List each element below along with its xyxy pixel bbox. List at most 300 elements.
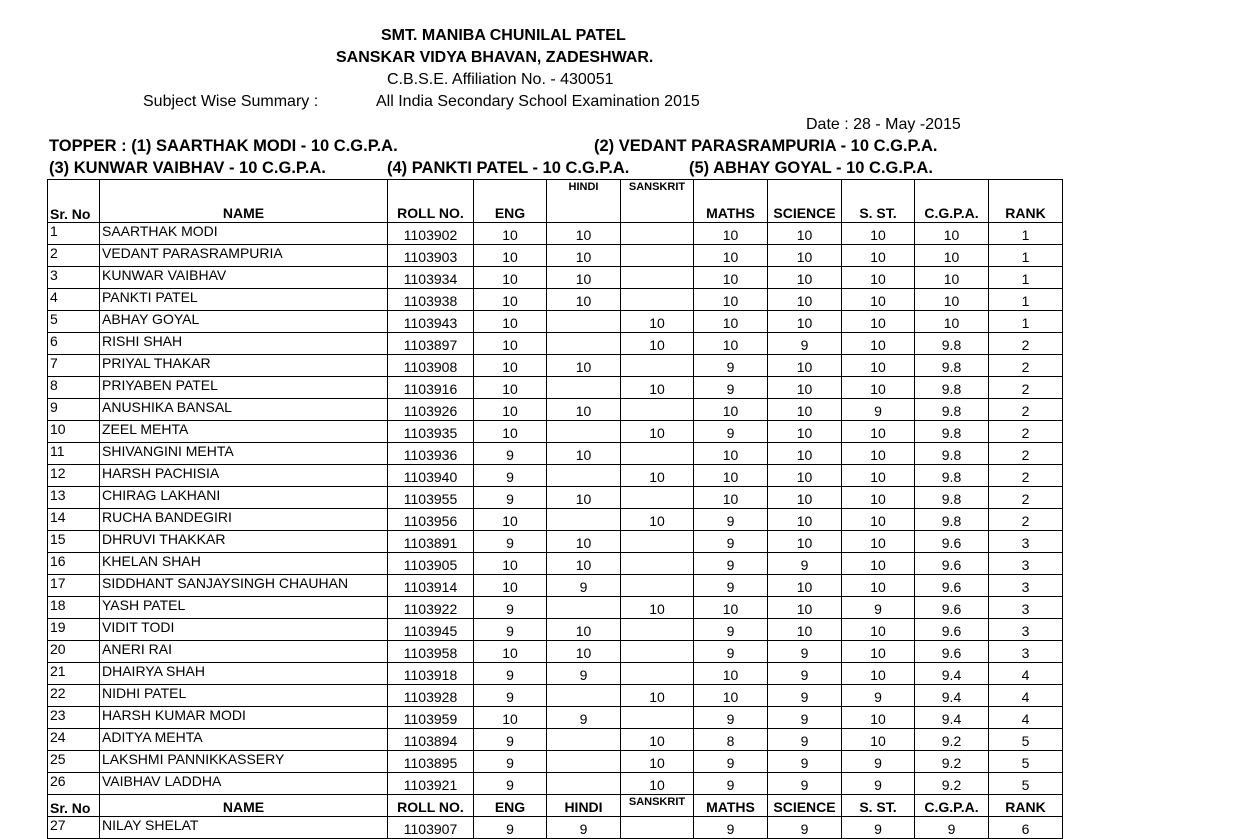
topper-3: (3) KUNWAR VAIBHAV - 10 C.G.P.A. — [49, 159, 326, 177]
cell-maths: 9 — [694, 509, 768, 531]
cell-roll: 1103956 — [388, 509, 474, 531]
cell-hindi: 10 — [547, 641, 621, 663]
cell-cgpa: 9.2 — [915, 751, 989, 773]
cell-sst: 9 — [842, 597, 915, 619]
cell-sr: 21 — [48, 663, 100, 685]
cell-sr: 15 — [48, 531, 100, 553]
header-name: NAME — [100, 795, 388, 817]
cell-hindi — [547, 597, 621, 619]
cell-eng: 9 — [474, 531, 547, 553]
cell-hindi: 9 — [547, 663, 621, 685]
cell-hindi: 10 — [547, 531, 621, 553]
cell-rank: 2 — [989, 465, 1063, 487]
cell-eng: 10 — [474, 311, 547, 333]
cell-maths: 10 — [694, 399, 768, 421]
cell-sr: 19 — [48, 619, 100, 641]
cell-science: 10 — [768, 377, 842, 399]
cell-rank: 1 — [989, 267, 1063, 289]
cell-rank: 2 — [989, 509, 1063, 531]
cell-eng: 10 — [474, 245, 547, 267]
cell-cgpa: 9.6 — [915, 641, 989, 663]
cell-science: 9 — [768, 333, 842, 355]
cell-eng: 9 — [474, 685, 547, 707]
table-row — [48, 267, 1063, 289]
cell-name: KUNWAR VAIBHAV — [100, 267, 388, 289]
cell-cgpa: 9.6 — [915, 575, 989, 597]
cell-maths: 10 — [694, 333, 768, 355]
cell-science: 10 — [768, 575, 842, 597]
header-blank — [100, 180, 388, 202]
cell-rank: 3 — [989, 553, 1063, 575]
cell-rank: 4 — [989, 685, 1063, 707]
cell-sanskrit — [621, 575, 694, 597]
table-row — [48, 685, 1063, 707]
table-row — [48, 465, 1063, 487]
header-name: NAME — [100, 201, 388, 223]
cell-hindi: 10 — [547, 355, 621, 377]
cell-rank: 4 — [989, 707, 1063, 729]
cell-sanskrit — [621, 531, 694, 553]
header-cgpa: C.G.P.A. — [915, 201, 989, 223]
cell-roll: 1103938 — [388, 289, 474, 311]
cell-sst: 9 — [842, 773, 915, 795]
cell-roll: 1103897 — [388, 333, 474, 355]
header-eng: ENG — [474, 201, 547, 223]
cell-hindi — [547, 685, 621, 707]
cell-eng: 10 — [474, 399, 547, 421]
cell-roll: 1103926 — [388, 399, 474, 421]
table-row — [48, 311, 1063, 333]
cell-sanskrit: 10 — [621, 509, 694, 531]
cell-sst: 9 — [842, 685, 915, 707]
cell-science: 10 — [768, 223, 842, 245]
table-row — [48, 487, 1063, 509]
cell-science: 9 — [768, 707, 842, 729]
summary-label: Subject Wise Summary : — [143, 93, 319, 110]
cell-cgpa: 9.2 — [915, 773, 989, 795]
cell-eng: 9 — [474, 465, 547, 487]
cell-sanskrit: 10 — [621, 465, 694, 487]
cell-sanskrit — [621, 817, 694, 839]
cell-eng: 9 — [474, 487, 547, 509]
cell-maths: 10 — [694, 223, 768, 245]
cell-eng: 10 — [474, 641, 547, 663]
cell-sst: 10 — [842, 729, 915, 751]
cell-maths: 9 — [694, 817, 768, 839]
cell-rank: 2 — [989, 487, 1063, 509]
header-eng: ENG — [474, 795, 547, 817]
cell-sr: 6 — [48, 333, 100, 355]
cell-maths: 10 — [694, 443, 768, 465]
cell-hindi — [547, 773, 621, 795]
table-row — [48, 597, 1063, 619]
cell-maths: 9 — [694, 773, 768, 795]
cell-roll: 1103940 — [388, 465, 474, 487]
cell-maths: 10 — [694, 487, 768, 509]
cell-maths: 8 — [694, 729, 768, 751]
cell-sst: 10 — [842, 245, 915, 267]
header-blank — [842, 180, 915, 202]
table-row — [48, 663, 1063, 685]
cell-sr: 11 — [48, 443, 100, 465]
cell-sr: 5 — [48, 311, 100, 333]
cell-science: 9 — [768, 685, 842, 707]
cell-sanskrit — [621, 443, 694, 465]
cell-cgpa: 9.8 — [915, 377, 989, 399]
cell-sr: 16 — [48, 553, 100, 575]
cell-roll: 1103902 — [388, 223, 474, 245]
report-date: Date : 28 - May -2015 — [806, 116, 961, 133]
header-science: SCIENCE — [768, 795, 842, 817]
cell-name: VIDIT TODI — [100, 619, 388, 641]
cell-hindi: 10 — [547, 289, 621, 311]
table-row — [48, 773, 1063, 795]
cell-science: 10 — [768, 465, 842, 487]
cell-eng: 9 — [474, 751, 547, 773]
cell-maths: 10 — [694, 311, 768, 333]
cell-rank: 5 — [989, 773, 1063, 795]
cell-sr: 27 — [48, 817, 100, 839]
cell-maths: 9 — [694, 751, 768, 773]
cell-cgpa: 9.8 — [915, 333, 989, 355]
cell-cgpa: 9.6 — [915, 531, 989, 553]
table-row — [48, 289, 1063, 311]
table-row — [48, 223, 1063, 245]
header-blank — [989, 180, 1063, 202]
cell-sr: 8 — [48, 377, 100, 399]
header-rank: RANK — [989, 795, 1063, 817]
cell-rank: 1 — [989, 311, 1063, 333]
cell-sanskrit — [621, 707, 694, 729]
cell-sanskrit: 10 — [621, 311, 694, 333]
cell-cgpa: 9.6 — [915, 597, 989, 619]
cell-maths: 9 — [694, 707, 768, 729]
cell-roll: 1103914 — [388, 575, 474, 597]
cell-sanskrit — [621, 619, 694, 641]
cell-eng: 10 — [474, 575, 547, 597]
cell-science: 9 — [768, 553, 842, 575]
cell-cgpa: 10 — [915, 289, 989, 311]
cell-sst: 10 — [842, 377, 915, 399]
table-row — [48, 729, 1063, 751]
header-maths: MATHS — [694, 795, 768, 817]
cell-maths: 9 — [694, 619, 768, 641]
cell-roll: 1103922 — [388, 597, 474, 619]
cell-roll: 1103895 — [388, 751, 474, 773]
table-row — [48, 245, 1063, 267]
cell-rank: 3 — [989, 597, 1063, 619]
header-roll-no: ROLL NO. — [388, 201, 474, 223]
cell-sanskrit — [621, 399, 694, 421]
cell-name: DHRUVI THAKKAR — [100, 531, 388, 553]
cell-roll: 1103955 — [388, 487, 474, 509]
cell-eng: 10 — [474, 509, 547, 531]
cell-rank: 2 — [989, 377, 1063, 399]
header-blank — [474, 180, 547, 202]
header-row — [48, 201, 1063, 223]
cell-name: ANERI RAI — [100, 641, 388, 663]
table-row — [48, 355, 1063, 377]
cell-eng: 10 — [474, 289, 547, 311]
cell-rank: 3 — [989, 575, 1063, 597]
header-cgpa: C.G.P.A. — [915, 795, 989, 817]
cell-hindi: 10 — [547, 245, 621, 267]
cell-eng: 9 — [474, 597, 547, 619]
school-name-line2: SANSKAR VIDYA BHAVAN, ZADESHWAR. — [336, 49, 654, 66]
cell-name: LAKSHMI PANNIKKASSERY — [100, 751, 388, 773]
cell-maths: 10 — [694, 685, 768, 707]
cell-rank: 3 — [989, 641, 1063, 663]
cell-cgpa: 10 — [915, 245, 989, 267]
cell-hindi — [547, 751, 621, 773]
cell-sst: 10 — [842, 487, 915, 509]
cell-hindi: 10 — [547, 553, 621, 575]
cell-maths: 9 — [694, 641, 768, 663]
cell-hindi: 10 — [547, 267, 621, 289]
header-sr-no: Sr. No — [48, 201, 100, 223]
table-row — [48, 641, 1063, 663]
header-maths: MATHS — [694, 201, 768, 223]
cell-rank: 6 — [989, 817, 1063, 839]
table-row — [48, 509, 1063, 531]
cell-eng: 10 — [474, 421, 547, 443]
cell-science: 9 — [768, 641, 842, 663]
cell-name: YASH PATEL — [100, 597, 388, 619]
cell-roll: 1103916 — [388, 377, 474, 399]
cell-sanskrit — [621, 245, 694, 267]
cell-sr: 14 — [48, 509, 100, 531]
cell-name: NILAY SHELAT — [100, 817, 388, 839]
cell-sst: 10 — [842, 509, 915, 531]
table-row — [48, 443, 1063, 465]
cell-rank: 2 — [989, 355, 1063, 377]
cell-hindi — [547, 509, 621, 531]
cell-science: 9 — [768, 751, 842, 773]
cell-eng: 10 — [474, 267, 547, 289]
table-row — [48, 707, 1063, 729]
cell-rank: 1 — [989, 289, 1063, 311]
cell-hindi: 9 — [547, 707, 621, 729]
cell-science: 10 — [768, 443, 842, 465]
cell-science: 10 — [768, 487, 842, 509]
header-blank — [768, 180, 842, 202]
header-sanskrit: SANSKRIT — [621, 180, 694, 202]
cell-eng: 10 — [474, 707, 547, 729]
cell-hindi: 10 — [547, 443, 621, 465]
cell-roll: 1103905 — [388, 553, 474, 575]
table-row — [48, 619, 1063, 641]
cell-hindi: 9 — [547, 817, 621, 839]
header-blank — [388, 180, 474, 202]
cell-sanskrit — [621, 641, 694, 663]
cell-rank: 2 — [989, 333, 1063, 355]
cell-roll: 1103894 — [388, 729, 474, 751]
cell-sanskrit — [621, 487, 694, 509]
cell-cgpa: 9.2 — [915, 729, 989, 751]
cell-name: ADITYA MEHTA — [100, 729, 388, 751]
cell-sst: 10 — [842, 267, 915, 289]
cell-roll: 1103891 — [388, 531, 474, 553]
cell-sr: 22 — [48, 685, 100, 707]
cell-sst: 9 — [842, 751, 915, 773]
cell-science: 10 — [768, 619, 842, 641]
cell-roll: 1103935 — [388, 421, 474, 443]
cell-rank: 4 — [989, 663, 1063, 685]
table-row — [48, 553, 1063, 575]
cell-sr: 2 — [48, 245, 100, 267]
cell-name: ZEEL MEHTA — [100, 421, 388, 443]
cell-eng: 9 — [474, 773, 547, 795]
cell-cgpa: 10 — [915, 267, 989, 289]
cell-sr: 12 — [48, 465, 100, 487]
cell-sr: 18 — [48, 597, 100, 619]
cell-cgpa: 9.8 — [915, 399, 989, 421]
cell-sst: 10 — [842, 531, 915, 553]
cell-sst: 10 — [842, 311, 915, 333]
cell-sanskrit: 10 — [621, 751, 694, 773]
cell-maths: 9 — [694, 377, 768, 399]
cell-science: 10 — [768, 509, 842, 531]
cell-science: 9 — [768, 729, 842, 751]
cell-hindi: 10 — [547, 619, 621, 641]
cell-sr: 9 — [48, 399, 100, 421]
cell-eng: 10 — [474, 355, 547, 377]
cell-hindi — [547, 377, 621, 399]
cell-eng: 9 — [474, 729, 547, 751]
cell-eng: 10 — [474, 223, 547, 245]
cell-maths: 10 — [694, 663, 768, 685]
cell-name: KHELAN SHAH — [100, 553, 388, 575]
cell-hindi — [547, 311, 621, 333]
table-row — [48, 817, 1063, 839]
cell-eng: 10 — [474, 333, 547, 355]
header-rank: RANK — [989, 201, 1063, 223]
cell-eng: 9 — [474, 443, 547, 465]
cell-roll: 1103936 — [388, 443, 474, 465]
cell-rank: 3 — [989, 619, 1063, 641]
topper-1: TOPPER : (1) SAARTHAK MODI - 10 C.G.P.A. — [49, 137, 398, 155]
cell-sr: 10 — [48, 421, 100, 443]
cell-rank: 2 — [989, 421, 1063, 443]
results-table — [47, 179, 1063, 839]
cell-maths: 10 — [694, 289, 768, 311]
table-row — [48, 751, 1063, 773]
cell-name: ANUSHIKA BANSAL — [100, 399, 388, 421]
topper-5: (5) ABHAY GOYAL - 10 C.G.P.A. — [689, 159, 933, 177]
header-hindi-blank — [547, 201, 621, 223]
cell-rank: 2 — [989, 399, 1063, 421]
cell-cgpa: 9.4 — [915, 663, 989, 685]
cell-sr: 25 — [48, 751, 100, 773]
cell-sanskrit — [621, 355, 694, 377]
table-row — [48, 333, 1063, 355]
cell-maths: 9 — [694, 531, 768, 553]
cell-maths: 10 — [694, 245, 768, 267]
cell-cgpa: 9.8 — [915, 465, 989, 487]
cell-roll: 1103907 — [388, 817, 474, 839]
cell-sanskrit: 10 — [621, 333, 694, 355]
cell-eng: 9 — [474, 817, 547, 839]
cell-rank: 5 — [989, 751, 1063, 773]
table-row — [48, 377, 1063, 399]
header-hindi: HINDI — [547, 795, 621, 817]
header-blank — [915, 180, 989, 202]
header-hindi: HINDI — [547, 180, 621, 202]
cell-name: PRIYAL THAKAR — [100, 355, 388, 377]
cell-sr: 26 — [48, 773, 100, 795]
cell-roll: 1103959 — [388, 707, 474, 729]
cell-sanskrit — [621, 663, 694, 685]
cell-eng: 10 — [474, 377, 547, 399]
cell-science: 9 — [768, 663, 842, 685]
table-row — [48, 531, 1063, 553]
cell-name: RISHI SHAH — [100, 333, 388, 355]
cell-sanskrit: 10 — [621, 729, 694, 751]
cell-sanskrit — [621, 223, 694, 245]
cell-sst: 10 — [842, 421, 915, 443]
cell-sanskrit: 10 — [621, 773, 694, 795]
header-sanskrit-blank — [621, 201, 694, 223]
cell-sanskrit: 10 — [621, 421, 694, 443]
cell-name: HARSH PACHISIA — [100, 465, 388, 487]
cell-sr: 7 — [48, 355, 100, 377]
cell-sst: 10 — [842, 355, 915, 377]
table-row — [48, 421, 1063, 443]
cell-rank: 2 — [989, 443, 1063, 465]
cell-sr: 13 — [48, 487, 100, 509]
header-row-top — [48, 180, 1063, 202]
cell-roll: 1103945 — [388, 619, 474, 641]
cell-name: PANKTI PATEL — [100, 289, 388, 311]
cell-sst: 10 — [842, 465, 915, 487]
cell-cgpa: 9.4 — [915, 685, 989, 707]
cell-sst: 10 — [842, 443, 915, 465]
affiliation-number: C.B.S.E. Affiliation No. - 430051 — [387, 71, 614, 88]
cell-sst: 10 — [842, 223, 915, 245]
header-sst: S. ST. — [842, 201, 915, 223]
cell-sst: 10 — [842, 575, 915, 597]
cell-maths: 9 — [694, 355, 768, 377]
cell-roll: 1103934 — [388, 267, 474, 289]
header-row-repeat — [48, 795, 1063, 817]
cell-sst: 10 — [842, 333, 915, 355]
cell-hindi: 10 — [547, 487, 621, 509]
cell-cgpa: 9.8 — [915, 443, 989, 465]
cell-cgpa: 9.6 — [915, 553, 989, 575]
cell-name: SAARTHAK MODI — [100, 223, 388, 245]
cell-science: 10 — [768, 245, 842, 267]
cell-eng: 10 — [474, 553, 547, 575]
cell-maths: 9 — [694, 421, 768, 443]
topper-2: (2) VEDANT PARASRAMPURIA - 10 C.G.P.A. — [594, 137, 938, 155]
cell-name: VAIBHAV LADDHA — [100, 773, 388, 795]
header-science: SCIENCE — [768, 201, 842, 223]
cell-maths: 10 — [694, 465, 768, 487]
cell-cgpa: 9.6 — [915, 619, 989, 641]
cell-rank: 1 — [989, 245, 1063, 267]
cell-roll: 1103903 — [388, 245, 474, 267]
school-name-line1: SMT. MANIBA CHUNILAL PATEL — [381, 27, 626, 44]
cell-maths: 10 — [694, 267, 768, 289]
cell-maths: 9 — [694, 575, 768, 597]
cell-sst: 10 — [842, 641, 915, 663]
cell-cgpa: 9.8 — [915, 509, 989, 531]
cell-hindi: 10 — [547, 399, 621, 421]
table-row — [48, 575, 1063, 597]
cell-sanskrit — [621, 289, 694, 311]
cell-sanskrit — [621, 553, 694, 575]
cell-name: SIDDHANT SANJAYSINGH CHAUHAN — [100, 575, 388, 597]
